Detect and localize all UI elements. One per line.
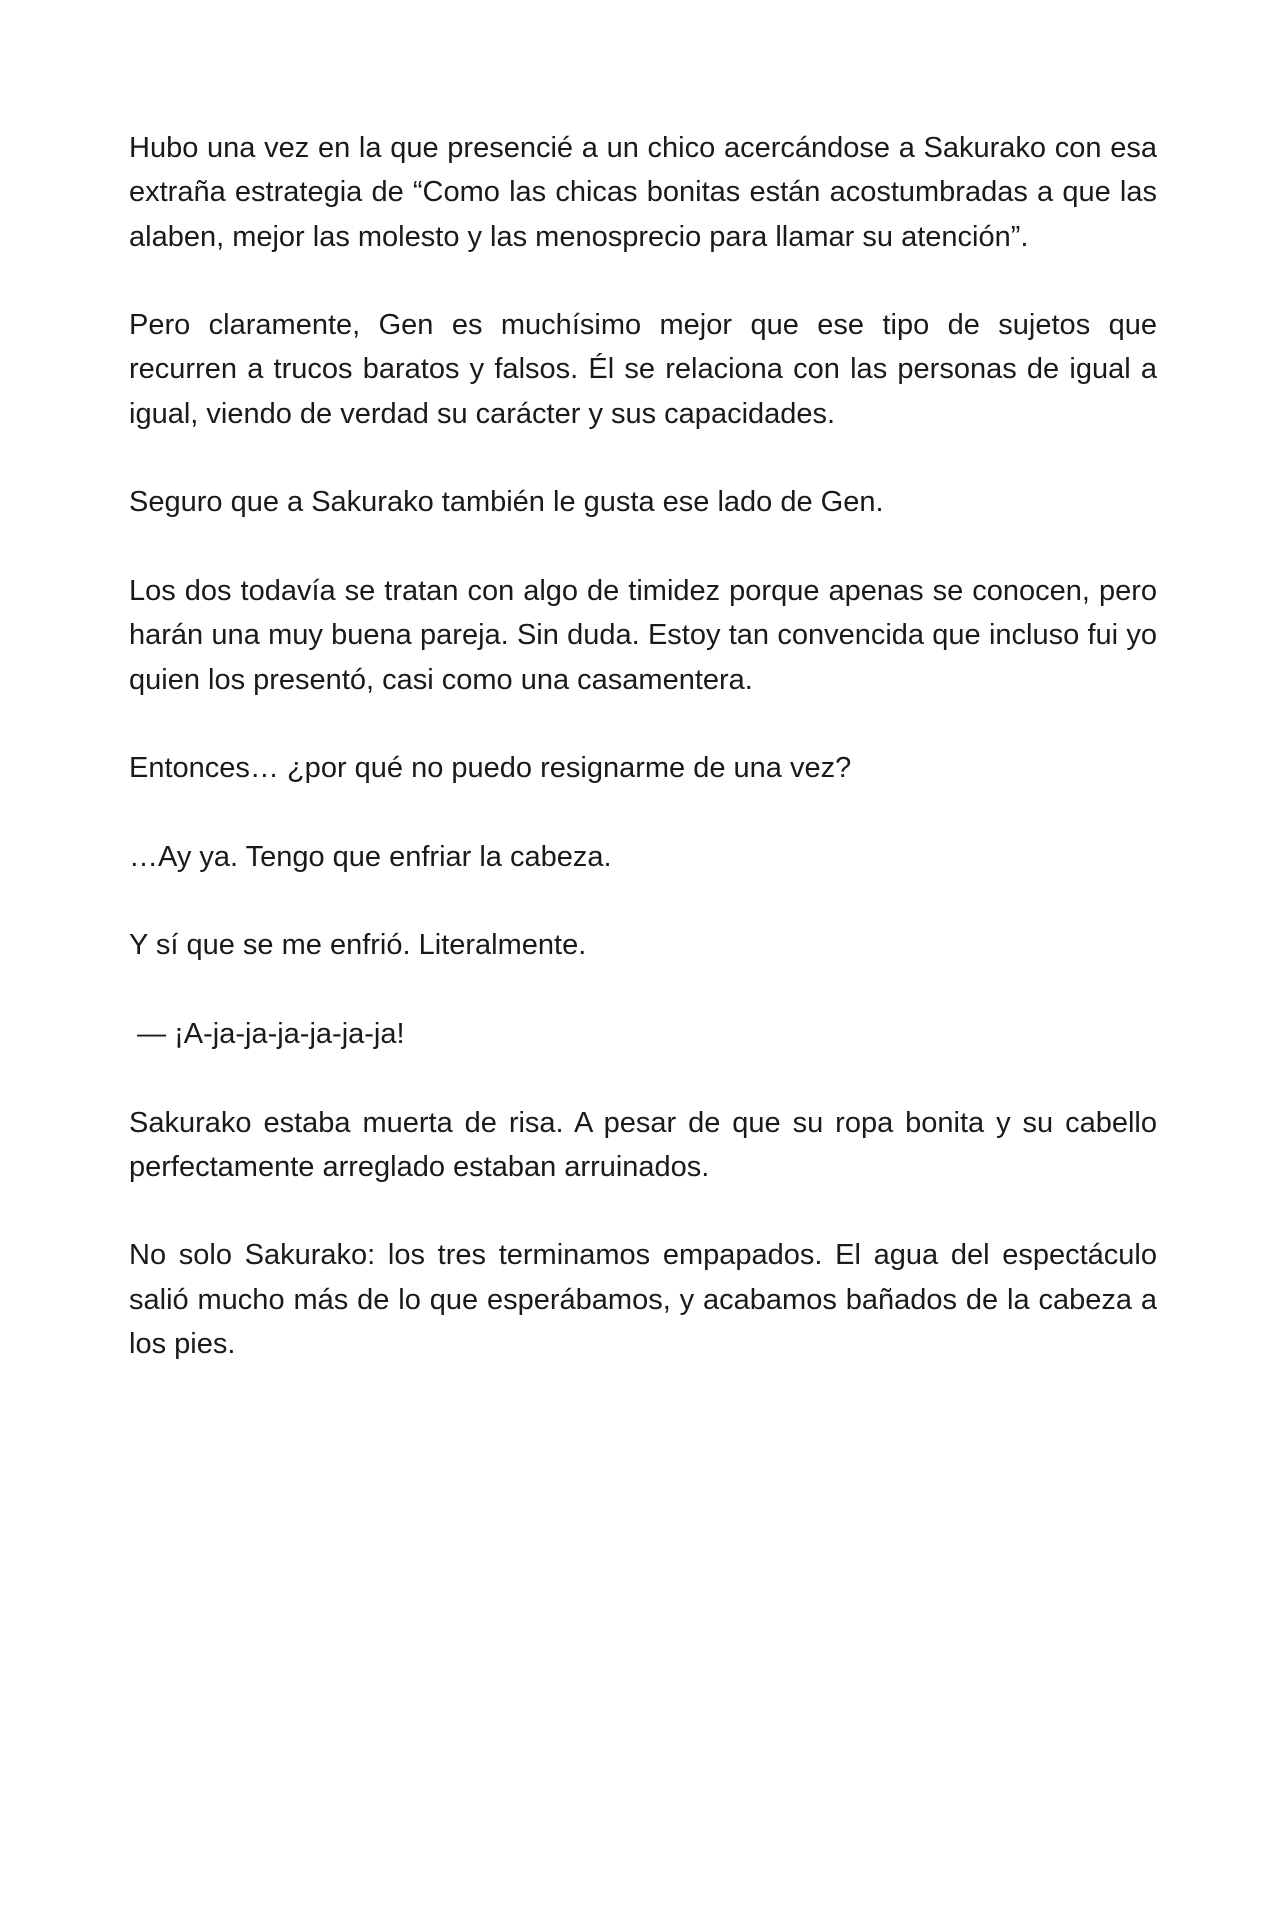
dialogue-line: — ¡A-ja-ja-ja-ja-ja-ja!: [129, 1017, 405, 1050]
paragraph: Seguro que a Sakurako también le gusta ese lado de Gen.: [129, 486, 884, 519]
paragraph: Sakurako estaba muerta de risa. A pesar de que su ropa bonita y su cabello perfectamente arreglado estaban arruinados.: [129, 1106, 1166, 1183]
paragraph: Los dos todavía se tratan con algo de timidez porque apenas se conocen, pero harán una muy buena pareja. Sin duda. Estoy tan convencida que incluso fui yo quien los presentó, casi como una casamentera.: [129, 574, 1166, 696]
paragraph: Hubo una vez en la que presencié a un chico acercándose a Sakurako con esa extraña estrategia de “Como las chicas bonitas están acostumbradas a que las alaben, mejor las molesto y las menosprecio para llamar su atención”.: [129, 132, 1166, 253]
paragraph: Pero claramente, Gen es muchísimo mejor que ese tipo de sujetos que recurren a trucos baratos y falsos. Él se relaciona con las personas de igual a igual, viendo de verdad su carácter y sus capacidades.: [129, 309, 1166, 430]
paragraph: Entonces… ¿por qué no puedo resignarme de una vez?: [129, 752, 852, 785]
paragraph: …Ay ya. Tengo que enfriar la cabeza.: [129, 840, 612, 873]
paragraph: No solo Sakurako: los tres terminamos empapados. El agua del espectáculo salió mucho más de lo que esperábamos, y acabamos bañados de la cabeza a los pies.: [129, 1239, 1166, 1361]
paragraph: Y sí que se me enfrió. Literalmente.: [129, 929, 587, 962]
